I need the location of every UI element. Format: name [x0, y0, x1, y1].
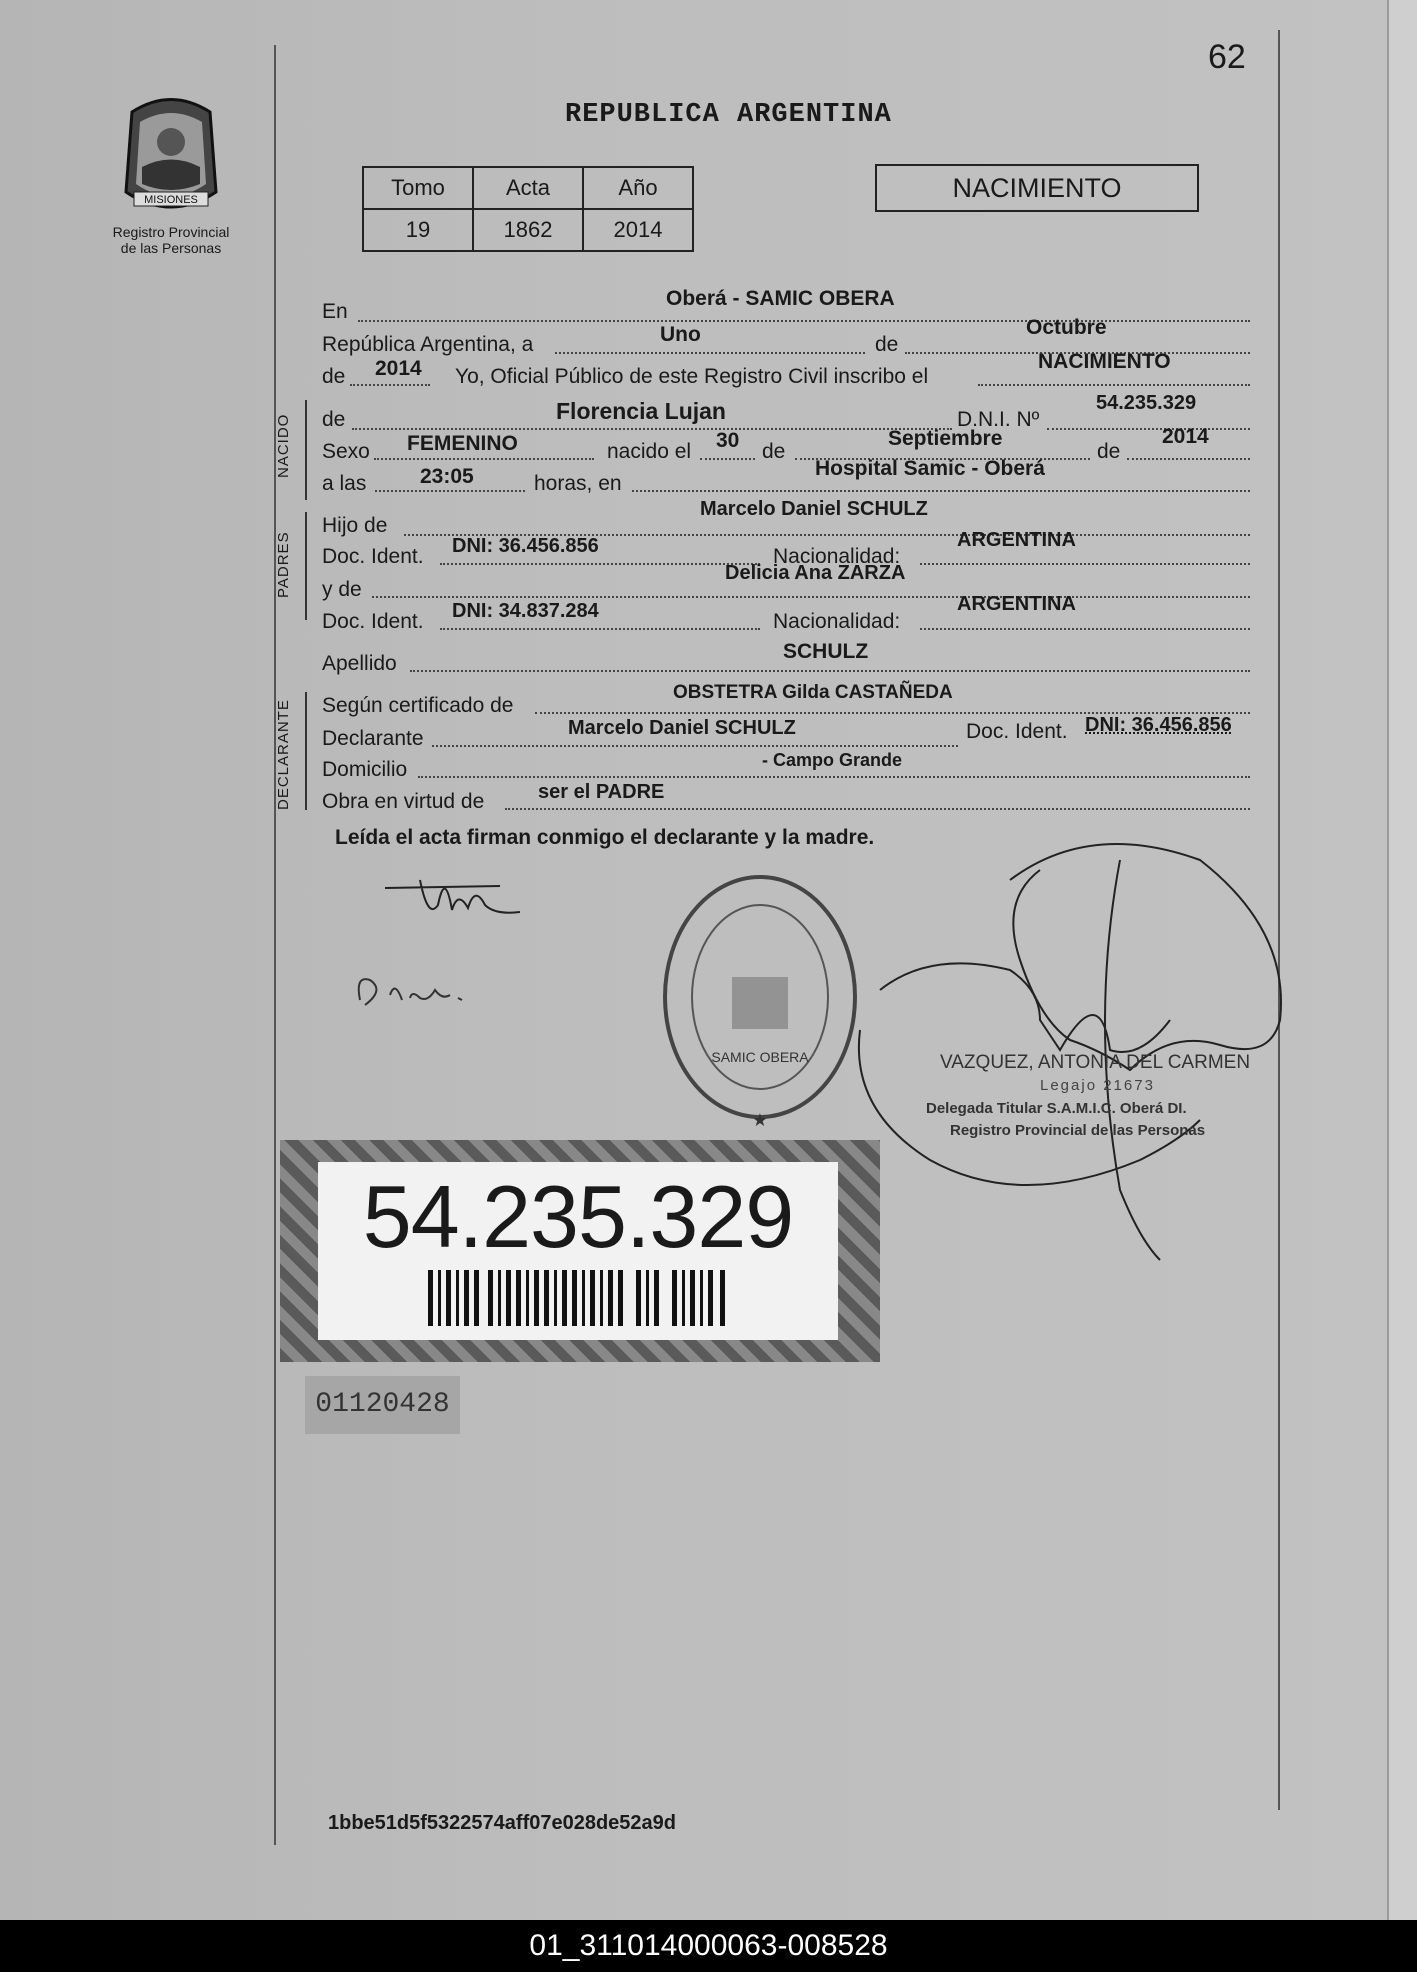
side-label-declarante: DECLARANTE [275, 699, 292, 810]
dotline [350, 384, 430, 386]
label-dni: D.N.I. Nº [957, 408, 1040, 431]
label-year-prefix: de [322, 365, 346, 388]
declarant-signature [380, 860, 530, 930]
barcode-bars [428, 1270, 728, 1326]
dotline [632, 490, 1250, 492]
apellido-value: SCHULZ [783, 640, 869, 663]
dotline [410, 670, 1250, 672]
label-nacionalidad-mother: Nacionalidad: [773, 610, 901, 633]
year-value: 2014 [375, 357, 422, 380]
dotline [432, 745, 958, 747]
birth-year: 2014 [1162, 425, 1209, 448]
birth-day: 30 [716, 429, 740, 452]
dotline [700, 458, 755, 460]
label-doc-mother: Doc. Ident. [322, 610, 424, 633]
seal-inner-text: SAMIC OBERA [711, 1049, 809, 1065]
label-horas: horas, en [534, 472, 622, 495]
label-decl-doc: Doc. Ident. [966, 720, 1068, 743]
label-doc-father: Doc. Ident. [322, 545, 424, 568]
label-y-de: y de [322, 578, 362, 601]
dotline [374, 458, 594, 460]
signature-statement: Leída el acta firman conmigo el declarante y la madre. [335, 826, 875, 849]
dotline [418, 776, 1250, 778]
barcode-number: 54.235.329 [362, 1167, 794, 1266]
value-tomo: 19 [363, 209, 473, 251]
label-child: de [322, 408, 346, 431]
mother-nationality: ARGENTINA [957, 593, 1076, 615]
dotline [358, 320, 1250, 322]
registry-label-line2: de las Personas [120, 240, 222, 256]
province-seal-logo [112, 92, 230, 222]
page-number: 62 [1208, 38, 1246, 76]
officer-legajo: Legajo 21673 [1040, 1077, 1155, 1094]
father-nationality: ARGENTINA [957, 529, 1076, 551]
section-bar [305, 400, 307, 500]
officer-registry: Registro Provincial de las Personas [950, 1122, 1206, 1139]
certificate-value: OBSTETRA Gilda CASTAÑEDA [673, 682, 953, 703]
label-nacionalidad-father: Nacionalidad: [773, 545, 901, 568]
value-ano: 2014 [583, 209, 693, 251]
dotline [978, 384, 1250, 386]
side-label-nacido: NACIDO [275, 413, 292, 478]
dotline [352, 428, 952, 430]
footer-id: 01_311014000063-008528 [0, 1920, 1417, 1972]
svg-text:MISIONES: MISIONES [144, 194, 198, 206]
section-bar [305, 512, 307, 620]
document-hash: 1bbe51d5f5322574aff07e028de52a9d [328, 1812, 677, 1834]
label-segun: Según certificado de [322, 694, 514, 717]
label-obra: Obra en virtud de [322, 790, 485, 813]
label-alas: a las [322, 472, 367, 495]
dni-value: 54.235.329 [1096, 392, 1197, 414]
officer-position: Delegada Titular S.A.M.I.C. Oberá DI. [926, 1100, 1187, 1117]
domicilio-value: - Campo Grande [762, 750, 903, 770]
label-domicilio: Domicilio [322, 758, 408, 781]
label-en: En [322, 300, 348, 323]
svg-text:★: ★ [751, 1110, 769, 1130]
section-bar [305, 692, 307, 810]
label-de: de [875, 333, 899, 356]
registry-label [96, 224, 246, 256]
inscribo-text: Yo, Oficial Público de este Registro Civil inscribo el [455, 365, 929, 388]
label-hijo: Hijo de [322, 514, 388, 537]
label-declarante: Declarante [322, 727, 424, 750]
declarante-doc: DNI: 36.456.856 [1085, 714, 1232, 736]
obra-value: ser el PADRE [538, 781, 665, 803]
dotline [920, 563, 1250, 565]
label-sexo: Sexo [322, 440, 370, 463]
label-nacido-el: nacido el [607, 440, 692, 463]
birth-time: 23:05 [420, 465, 474, 488]
dotline [1047, 428, 1250, 430]
label-republica: República Argentina, a [322, 333, 534, 356]
birth-month: Septiembre [888, 427, 1003, 450]
child-name: Florencia Lujan [556, 398, 726, 424]
dotline [440, 563, 760, 565]
dotline [372, 596, 1250, 598]
inscribo-value: NACIMIENTO [1038, 350, 1171, 373]
father-doc: DNI: 36.456.856 [452, 535, 599, 557]
header-tomo: Tomo [363, 167, 473, 209]
header-acta: Acta [473, 167, 583, 209]
dotline [505, 808, 1250, 810]
control-number: 01120428 [305, 1376, 460, 1434]
label-de3: de [1097, 440, 1121, 463]
dotline [1127, 458, 1250, 460]
dotline [375, 490, 525, 492]
registry-label-line1: Registro Provincial [112, 224, 230, 240]
mother-doc: DNI: 34.837.284 [452, 600, 599, 622]
dotline [440, 628, 760, 630]
dotline [555, 352, 865, 354]
declarante-value: Marcelo Daniel SCHULZ [568, 717, 796, 739]
officer-name: VAZQUEZ, ANTONIA DEL CARMEN [940, 1052, 1251, 1073]
mother-name: Delicia Ana ZARZA [725, 562, 906, 584]
officer-signature [840, 820, 1300, 1280]
mother-signature [350, 960, 490, 1020]
barcode-inner [318, 1162, 838, 1340]
label-de2: de [762, 440, 786, 463]
month-value: Octubre [1026, 316, 1107, 339]
record-table [362, 166, 694, 252]
page-edge [1387, 0, 1417, 1920]
birth-place: Hospital Samic - Oberá [815, 457, 1045, 480]
header-ano: Año [583, 167, 693, 209]
record-type-box: NACIMIENTO [875, 164, 1199, 212]
father-name: Marcelo Daniel SCHULZ [700, 498, 928, 520]
sexo-value: FEMENINO [407, 432, 518, 455]
label-apellido: Apellido [322, 652, 397, 675]
place-value: Oberá - SAMIC OBERA [666, 287, 895, 310]
document-title: REPUBLICA ARGENTINA [565, 100, 892, 130]
dotline [920, 628, 1250, 630]
value-acta: 1862 [473, 209, 583, 251]
barcode-label [280, 1140, 880, 1362]
left-margin-line [274, 45, 276, 1845]
day-value: Uno [660, 323, 701, 346]
side-label-padres: PADRES [275, 531, 292, 598]
official-seal [660, 872, 860, 1132]
